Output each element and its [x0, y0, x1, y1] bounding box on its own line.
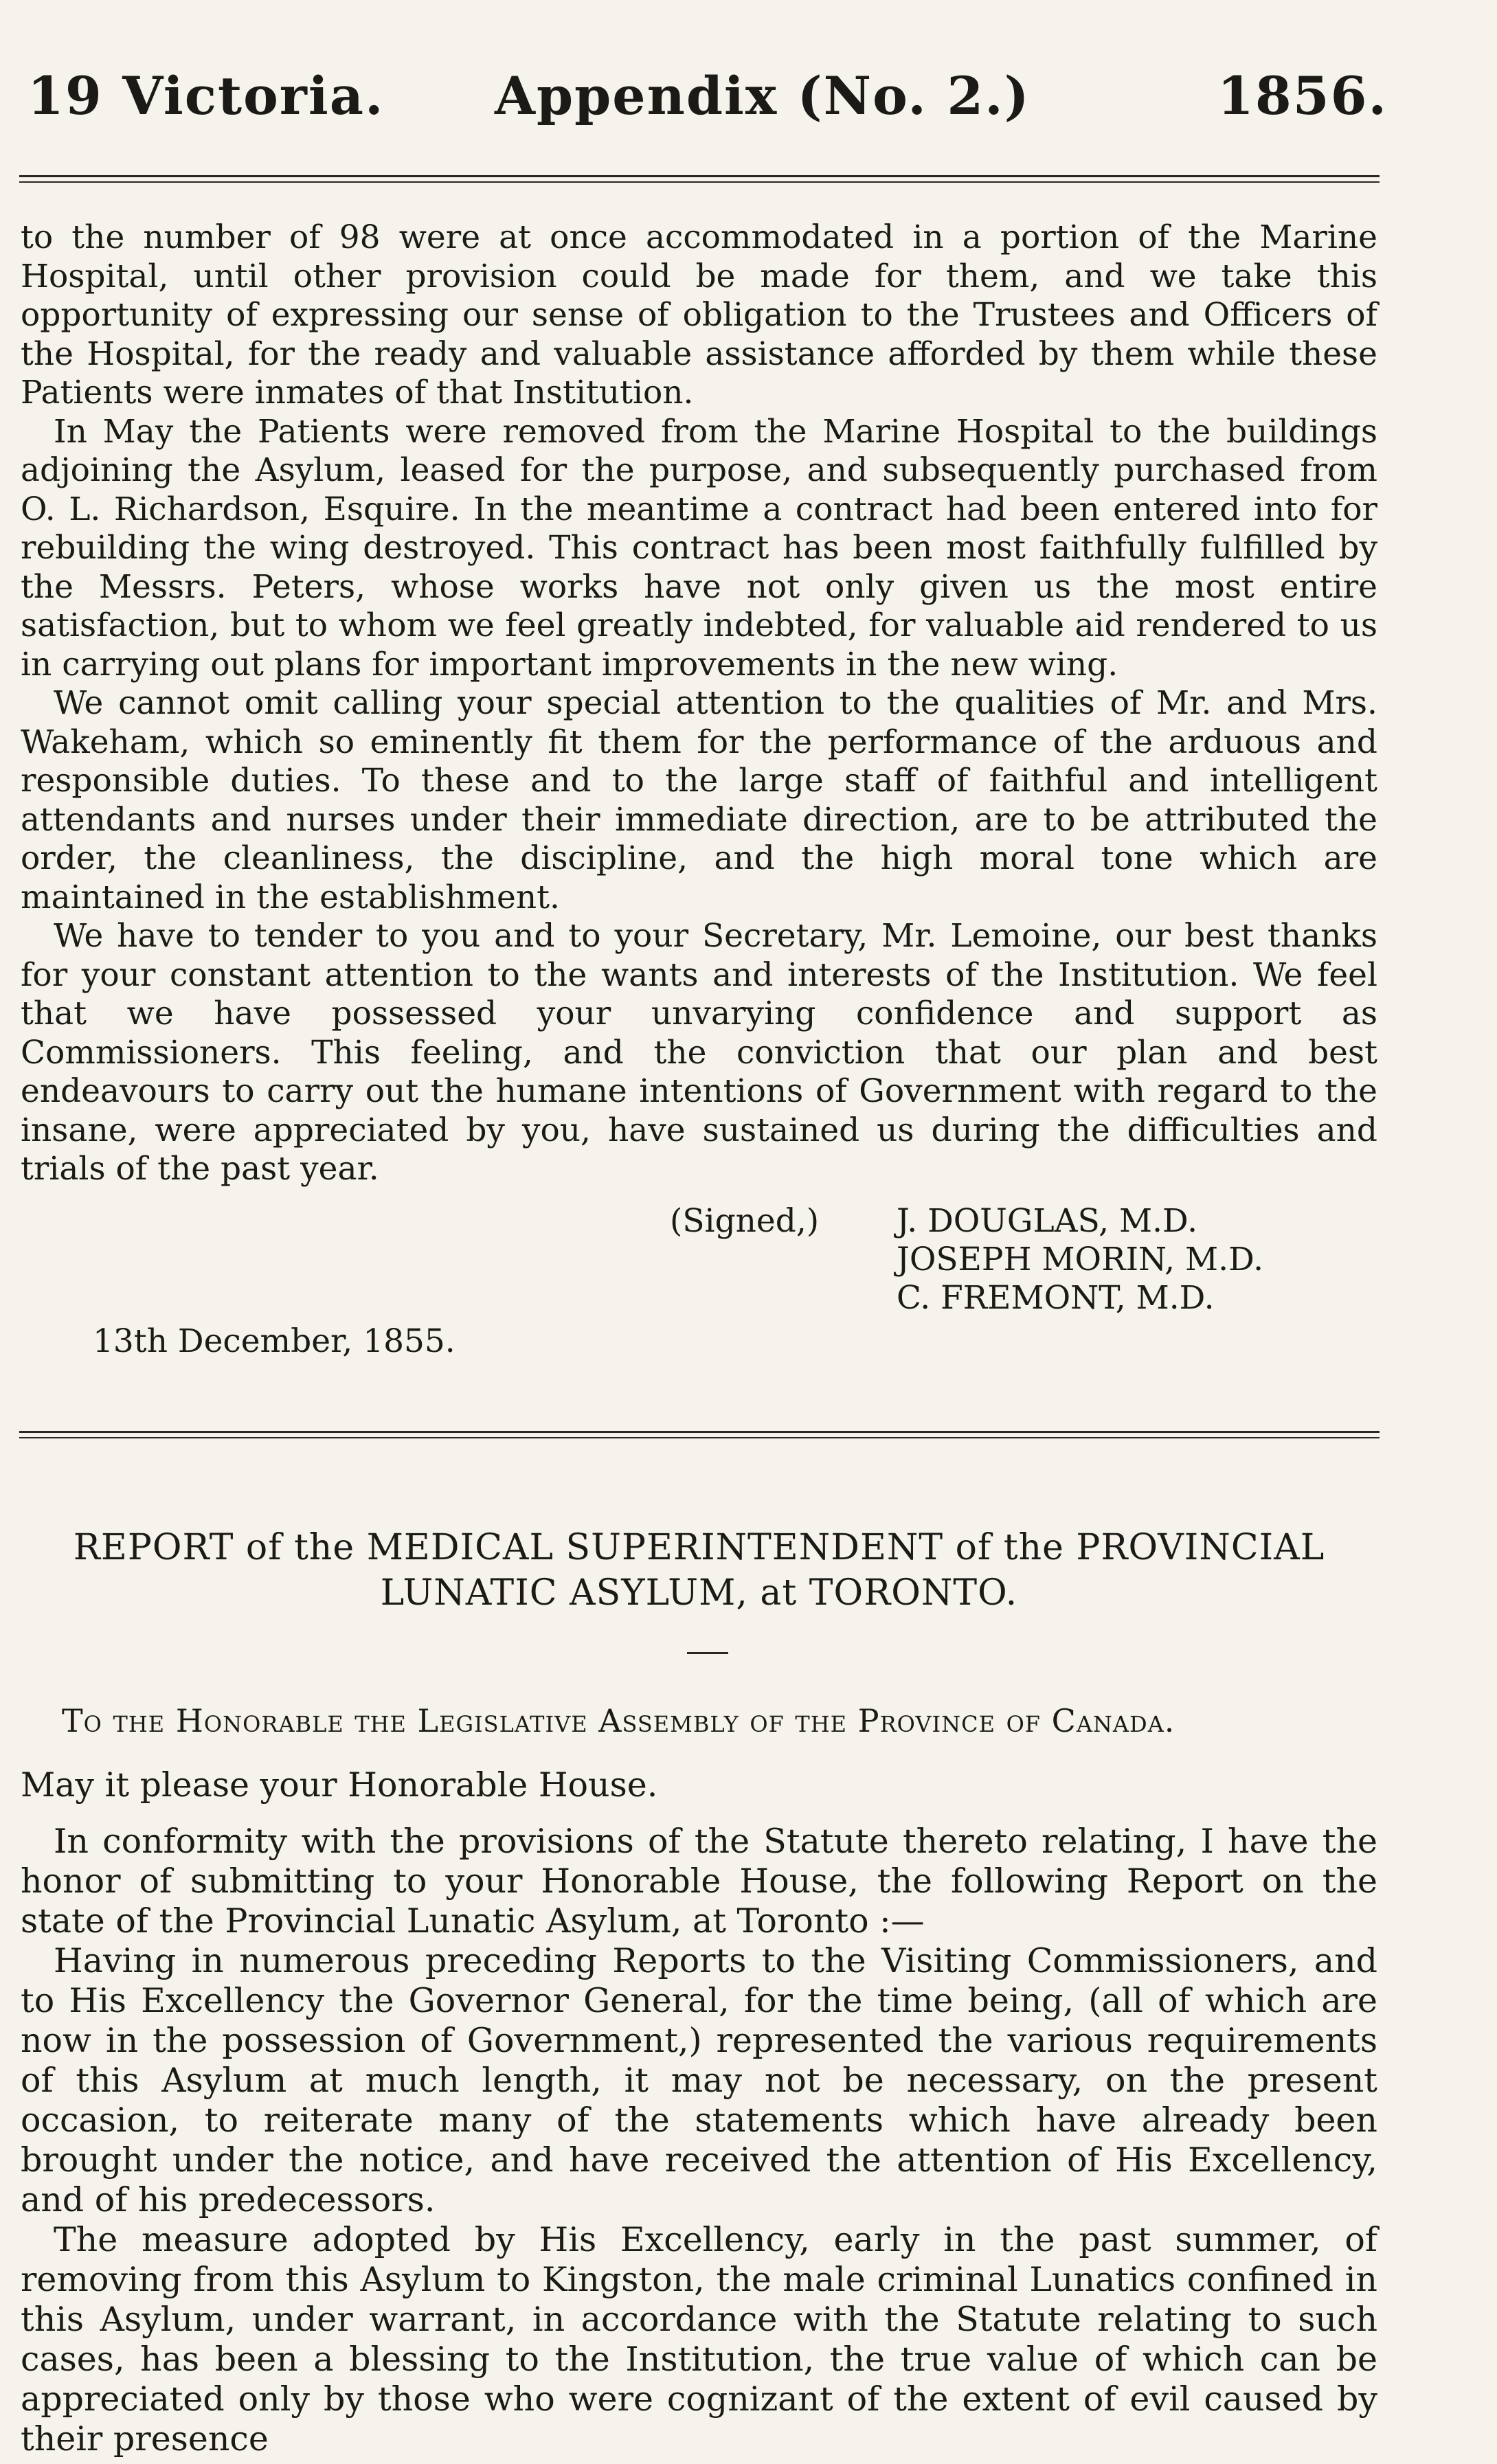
- page-header: [21, 65, 1388, 141]
- report-paragraph: In conformity with the provisions of the Statute thereto relating, I have the honor of submitting to your Honorable House, the following Report on the state of the Provincial Lunatic Asylum, at Toronto :—: [21, 1822, 1377, 1941]
- report-body: [21, 1822, 1377, 2459]
- signatory: J. DOUGLAS, M.D.: [897, 1202, 1198, 1240]
- signed-label: (Signed,): [670, 1202, 820, 1240]
- signatory: C. FREMONT, M.D.: [897, 1279, 1215, 1317]
- letter-paragraph: to the number of 98 were at once accommodated in a portion of the Marine Hospital, until other provision could be made for them, and we take this opportunity of expressing our sense of obligation to the Trustees and Officers of the Hospital, for the ready and valuable assistance afforded by them while these Patients were inmates of that Institution.: [21, 218, 1377, 411]
- report-title: [21, 1525, 1377, 1616]
- report-title-line: LUNATIC ASYLUM, at TORONTO.: [380, 1572, 1018, 1614]
- letter-date: 13th December, 1855.: [93, 1322, 455, 1360]
- header-session: 19 Victoria.: [27, 65, 385, 126]
- signatory: JOSEPH MORIN, M.D.: [897, 1241, 1264, 1278]
- header-year: 1856.: [1217, 65, 1388, 126]
- report-paragraph: Having in numerous preceding Reports to the Visiting Commissioners, and to His Excellency the Governor General, for the time being, (all of which are now in the possession of Government,) represented the various requirements of this Asylum at much length, it may not be necessary, on the present occasion, to reiterate many of the statements which have already been brought under the notice, and have received the attention of His Excellency, and of his predecessors.: [21, 1941, 1377, 2219]
- signatories: [897, 1202, 1263, 1318]
- report-paragraph: The measure adopted by His Excellency, early in the past summer, of removing from this Asylum to Kingston, the male criminal Lunatics confined in this Asylum, under warrant, in accordance with the Statute relating to such cases, has been a blessing to the Institution, the true value of which can be appreciated only by those who were cognizant of the extent of evil caused by their presence: [21, 2220, 1377, 2459]
- report-salutation: May it please your Honorable House.: [21, 1765, 658, 1805]
- header-appendix: Appendix (No. 2.): [495, 65, 1031, 126]
- title-dash: [687, 1652, 728, 1654]
- report-title-line: REPORT of the MEDICAL SUPERINTENDENT of the PROVINCIAL: [73, 1527, 1325, 1568]
- letter-paragraph: We have to tender to you and to your Secretary, Mr. Lemoine, our best thanks for your constant attention to the wants and interests of the Institution. We feel that we have possessed your unvarying confidence and support as Commissioners. This feeling, and the conviction that our plan and best endeavours to carry out the humane intentions of Government with regard to the insane, were appreciated by you, have sustained us during the difficulties and trials of the past year.: [21, 917, 1377, 1188]
- section-rule: [19, 1431, 1380, 1438]
- letter-body: [21, 218, 1377, 1189]
- letter-paragraph: We cannot omit calling your special attention to the qualities of Mr. and Mrs. Wakeham, which so eminently fit them for the performance of the arduous and responsible duties. To these and to the large staff of faithful and intelligent attendants and nurses under their immediate direction, are to be attributed the order, the cleanliness, the discipline, and the high moral tone which are maintained in the establishment.: [21, 684, 1377, 916]
- letter-paragraph: In May the Patients were removed from the Marine Hospital to the buildings adjoining the Asylum, leased for the purpose, and subsequently purchased from O. L. Richardson, Esquire. In the meantime a contract had been entered into for rebuilding the wing destroyed. This contract has been most faithfully fulfilled by the Messrs. Peters, whose works have not only given us the most entire satisfaction, but to whom we feel greatly indebted, for valuable aid rendered to us in carrying out plans for important improvements in the new wing.: [21, 412, 1377, 683]
- header-rule: [19, 175, 1380, 183]
- report-address: To the Honorable the Legislative Assembly of the Province of Canada.: [62, 1702, 1175, 1739]
